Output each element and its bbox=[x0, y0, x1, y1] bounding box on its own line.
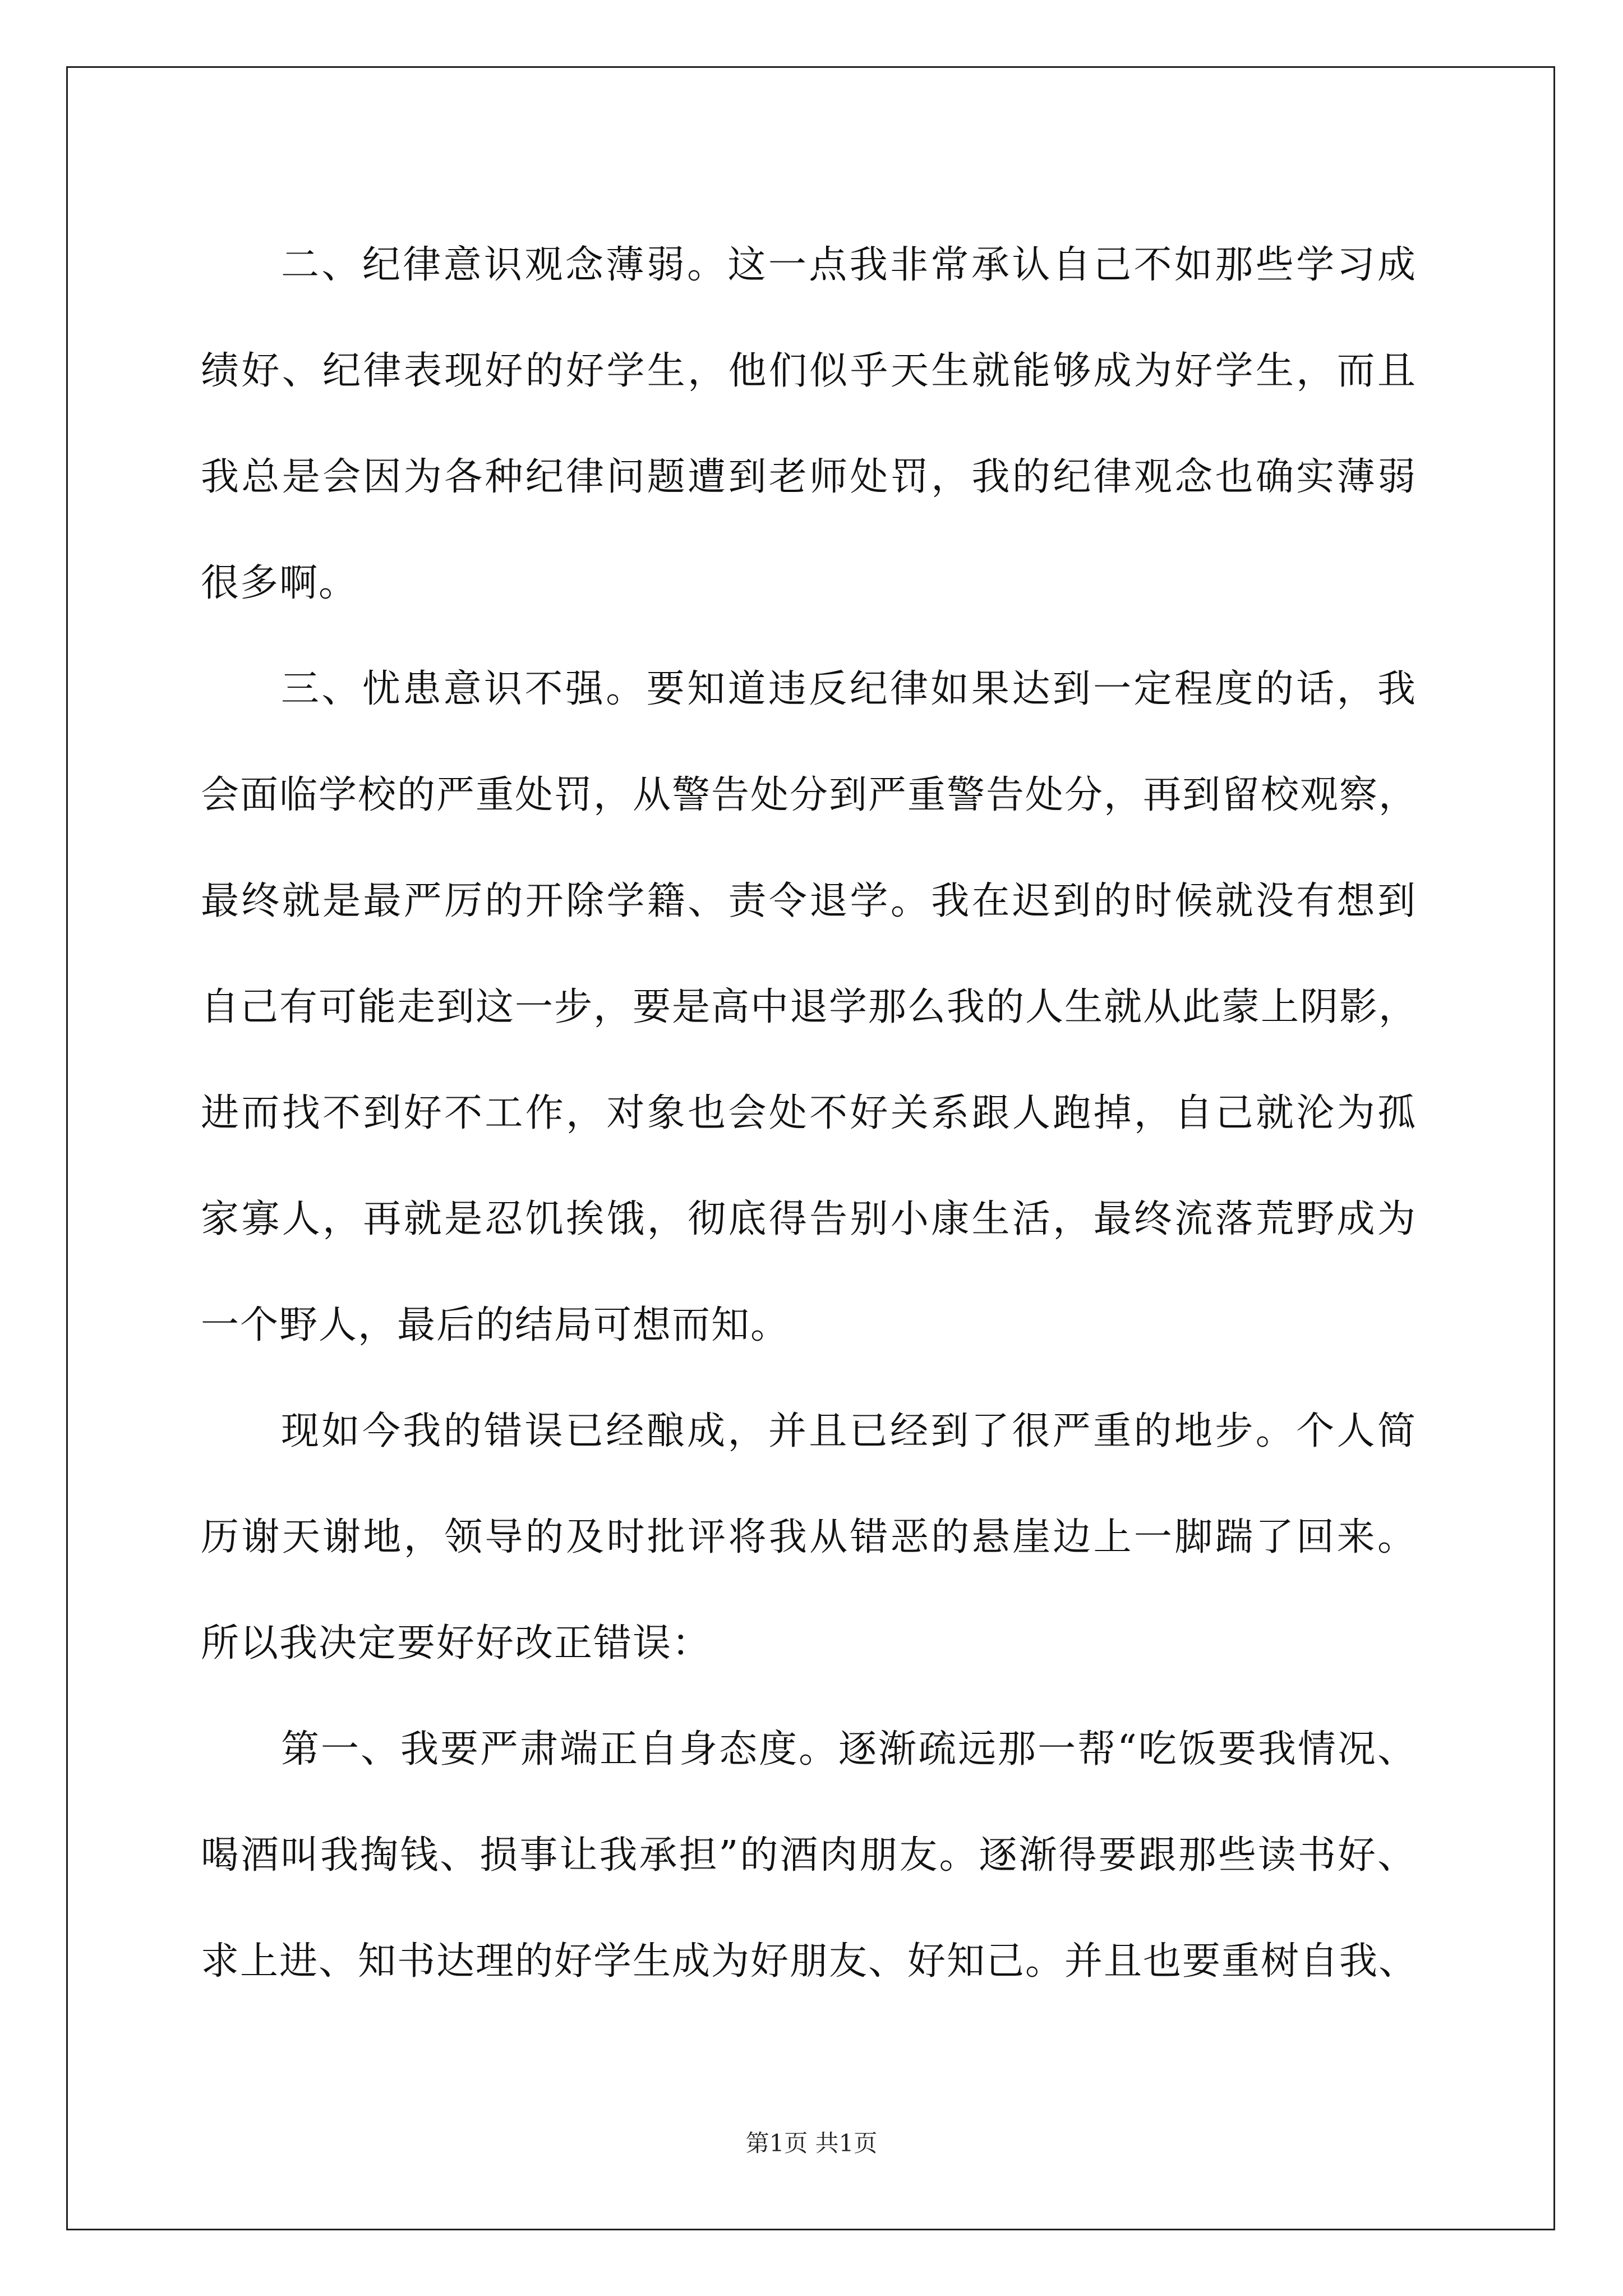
text-line: 会面临学校的严重处罚，从警告处分到严重警告处分，再到留校观察， bbox=[201, 773, 1418, 817]
text-line: 所以我决定要好好改正错误： bbox=[201, 1621, 712, 1665]
text-line: 自己有可能走到这一步，要是高中退学那么我的人生就从此蒙上阴影， bbox=[201, 985, 1418, 1029]
text-line: 历谢天谢地，领导的及时批评将我从错恶的悬崖边上一脚踹了回来。 bbox=[201, 1515, 1417, 1559]
text-line: 现如今我的错误已经酿成，并且已经到了很严重的地步。个人简 bbox=[281, 1409, 1417, 1453]
page-footer: 第1页 共1页 bbox=[745, 2129, 878, 2157]
text-line: 求上进、知书达理的好学生成为好朋友、好知己。并且也要重树自我、 bbox=[201, 1939, 1418, 1984]
document-body bbox=[201, 212, 1417, 2014]
text-line: 二、纪律意识观念薄弱。这一点我非常承认自己不如那些学习成 bbox=[281, 243, 1417, 287]
text-line: 喝酒叫我掏钱、损事让我承担”的酒肉朋友。逐渐得要跟那些读书好、 bbox=[201, 1833, 1417, 1878]
text-line: 很多啊。 bbox=[201, 561, 358, 605]
text-line: 第一、我要严肃端正自身态度。逐渐疏远那一帮“吃饭要我情况、 bbox=[281, 1727, 1417, 1772]
text-line: 家寡人，再就是忍饥挨饿，彻底得告别小康生活，最终流落荒野成为 bbox=[201, 1197, 1417, 1241]
text-line: 我总是会因为各种纪律问题遭到老师处罚，我的纪律观念也确实薄弱 bbox=[201, 455, 1417, 499]
text-line: 进而找不到好不工作，对象也会处不好关系跟人跑掉，自己就沦为孤 bbox=[201, 1091, 1417, 1135]
text-line: 最终就是最严厉的开除学籍、责令退学。我在迟到的时候就没有想到 bbox=[201, 879, 1417, 923]
text-line: 绩好、纪律表现好的好学生，他们似乎天生就能够成为好学生，而且 bbox=[201, 349, 1417, 393]
text-line: 一个野人，最后的结局可想而知。 bbox=[201, 1303, 790, 1347]
text-line: 三、忧患意识不强。要知道违反纪律如果达到一定程度的话，我 bbox=[281, 667, 1417, 711]
